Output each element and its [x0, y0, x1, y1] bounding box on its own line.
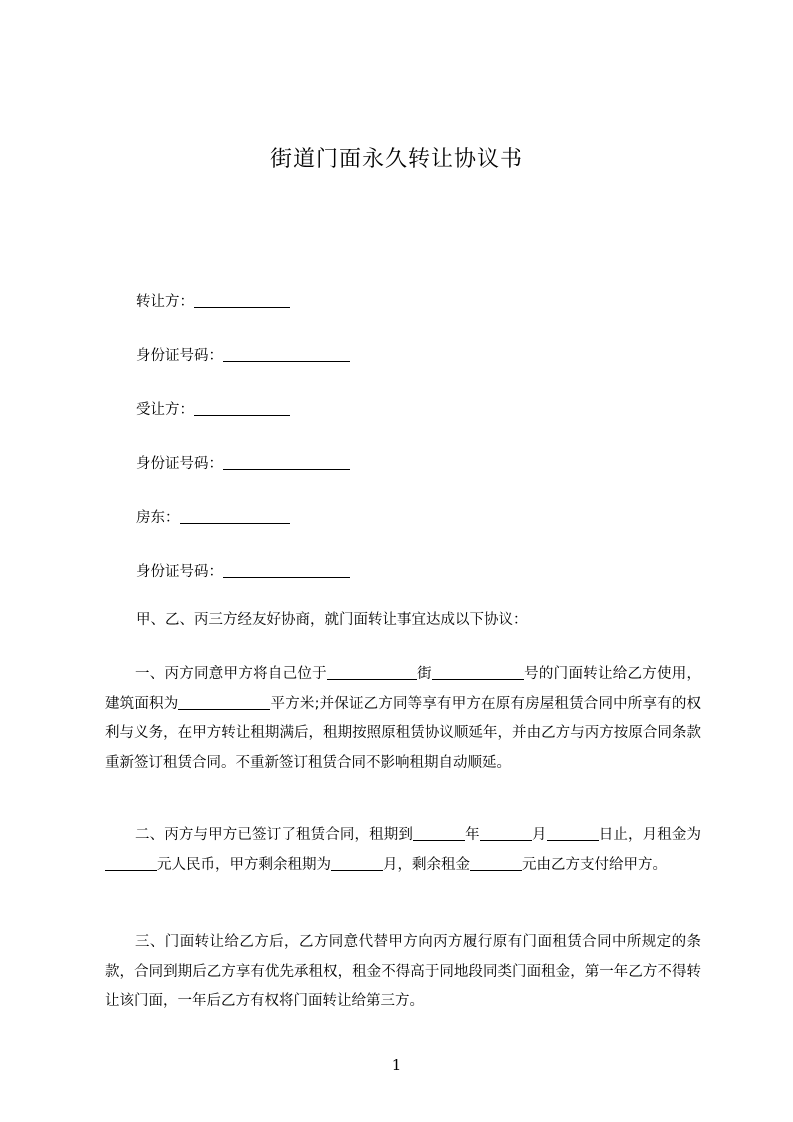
clause1-part-c: 号的门面转让给乙方使用，建筑面积为	[105, 666, 702, 712]
clause2-part-c: 月	[531, 827, 547, 843]
clause2-part-g: 元由乙方支付给甲方。	[522, 856, 667, 873]
transferor-blank[interactable]	[194, 293, 290, 308]
landlord-id-label: 身份证号码：	[136, 564, 223, 580]
clause-3: 三、门面转让给乙方后，乙方同意代替甲方向丙方履行原有门面租赁合同中所规定的条款，合同到期后乙方享有优先承租权，租金不得高于同地段同类门面租金，第一年乙方不得转让该门面，一年后乙方有权将门面转让给第三方。	[105, 934, 701, 1009]
clause2-part-d: 日止，月租金为	[598, 827, 702, 843]
transferee-id-blank[interactable]	[223, 455, 350, 470]
clause-1	[105, 660, 701, 778]
clause2-part-a: 二、丙方与甲方已签订了租赁合同，租期到	[135, 827, 414, 843]
landlord-id-blank[interactable]	[223, 563, 350, 578]
transferee-blank[interactable]	[194, 401, 290, 416]
transferee-field	[136, 400, 290, 420]
number-blank[interactable]	[432, 665, 524, 680]
clause2-part-f: 月，剩余租金	[383, 856, 470, 873]
remaining-rent-blank[interactable]	[470, 856, 522, 871]
transferee-label: 受让方：	[136, 402, 194, 418]
transferor-field	[136, 292, 290, 312]
clause1-part-b: 街	[416, 666, 432, 682]
month-blank[interactable]	[480, 826, 532, 841]
day-blank[interactable]	[547, 826, 599, 841]
street-blank[interactable]	[327, 665, 417, 680]
remaining-term-blank[interactable]	[331, 856, 383, 871]
clause1-part-d: 平方米;并保证乙方同等享有甲方在原有房屋租赁合同中所享有的权利与义务，在甲方转让租期满后，租期按照原租赁协议顺延年，并由乙方与丙方按原合同条款重新签订租赁合同。不重新签订租赁合同不影响租期自动顺延。	[105, 695, 701, 771]
landlord-blank[interactable]	[180, 509, 290, 524]
transferee-id-field	[136, 454, 350, 474]
transferor-id-label: 身份证号码：	[136, 348, 223, 364]
intro-text: 甲、乙、丙三方经友好协商，就门面转让事宜达成以下协议：	[136, 612, 528, 628]
clause2-part-e: 元人民币，甲方剩余租期为	[157, 856, 331, 873]
landlord-id-field	[136, 562, 350, 582]
transferor-label: 转让方：	[136, 294, 194, 310]
year-blank[interactable]	[413, 826, 465, 841]
clause-2	[105, 821, 701, 880]
clause2-part-b: 年	[465, 827, 480, 843]
transferee-id-label: 身份证号码：	[136, 456, 223, 472]
transferor-id-blank[interactable]	[223, 347, 350, 362]
area-blank[interactable]	[178, 695, 270, 710]
landlord-field	[136, 508, 290, 528]
document-title: 街道门面永久转让协议书	[269, 147, 523, 172]
clause1-part-a: 一、丙方同意甲方将自己位于	[135, 666, 327, 682]
transferor-id-field	[136, 346, 350, 366]
page-number: 1	[391, 1056, 402, 1074]
monthly-rent-blank[interactable]	[105, 856, 157, 871]
landlord-label: 房东：	[136, 510, 180, 526]
